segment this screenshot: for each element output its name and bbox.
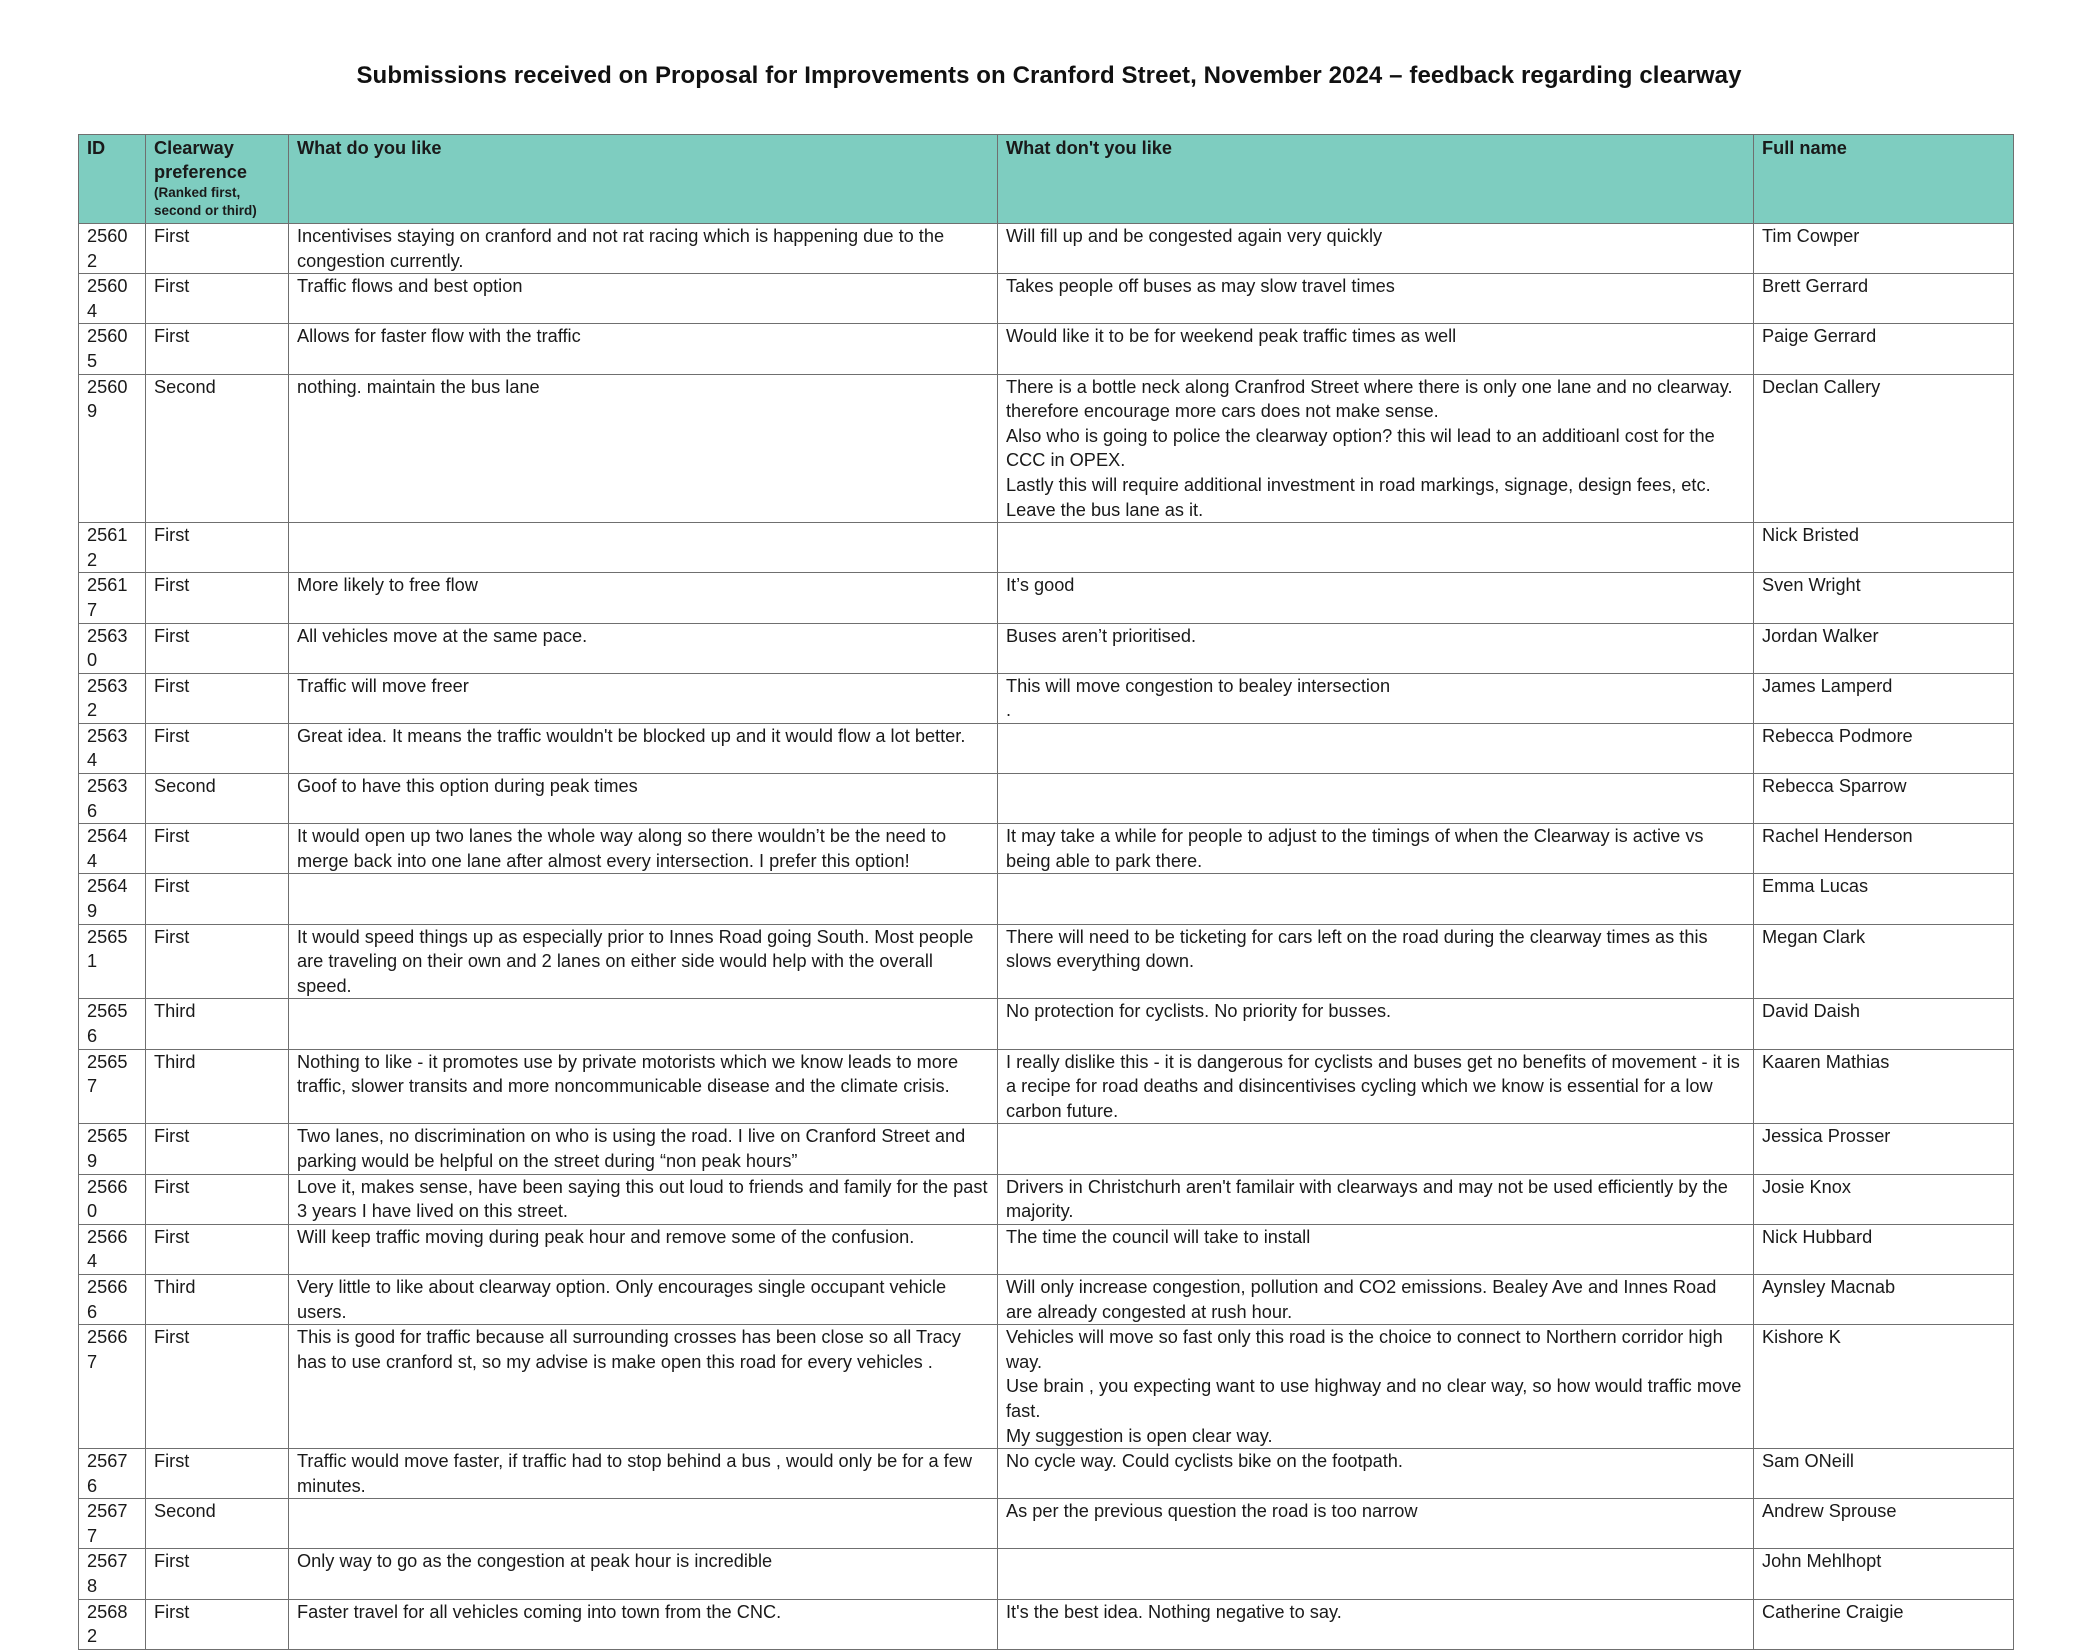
full-name-cell: Josie Knox [1754, 1174, 2014, 1224]
full-name-cell: Megan Clark [1754, 924, 2014, 999]
dislikes-cell: Drivers in Christchurh aren't familair with clearways and may not be used efficiently by the majority. [998, 1174, 1754, 1224]
submission-id-cell: 25666 [79, 1274, 146, 1324]
likes-cell: More likely to free flow [289, 573, 998, 623]
submission-id-cell: 25617 [79, 573, 146, 623]
table-row [79, 874, 2014, 924]
submission-id-cell: 25678 [79, 1549, 146, 1599]
table-row [79, 1599, 2014, 1649]
submission-id-cell: 25644 [79, 824, 146, 874]
submission-id-cell: 25604 [79, 274, 146, 324]
submission-id-cell: 25630 [79, 623, 146, 673]
dislikes-cell: Will only increase congestion, pollution and CO2 emissions. Bealey Ave and Innes Road are already congested at rush hour. [998, 1274, 1754, 1324]
likes-cell: Great idea. It means the traffic wouldn't be blocked up and it would flow a lot better. [289, 723, 998, 773]
clearway-preference-cell: Third [146, 999, 289, 1049]
submission-id-cell: 25656 [79, 999, 146, 1049]
table-row [79, 374, 2014, 523]
likes-cell: Two lanes, no discrimination on who is using the road. I live on Cranford Street and parking would be helpful on the street during “non peak hours” [289, 1124, 998, 1174]
page-title: Submissions received on Proposal for Improvements on Cranford Street, November 2024 – feedback regarding clearway [356, 62, 1742, 89]
table-row [79, 999, 2014, 1049]
table-row [79, 324, 2014, 374]
clearway-preference-cell: First [146, 224, 289, 274]
clearway-preference-cell: First [146, 573, 289, 623]
full-name-cell: Declan Callery [1754, 374, 2014, 523]
dislikes-cell: There will need to be ticketing for cars left on the road during the clearway times as this slows everything down. [998, 924, 1754, 999]
submission-id-cell: 25634 [79, 723, 146, 773]
ranking-note: (Ranked first, second or third) [154, 185, 257, 218]
full-name-cell: Jessica Prosser [1754, 1124, 2014, 1174]
submission-id-cell: 25605 [79, 324, 146, 374]
clearway-preference-cell: First [146, 274, 289, 324]
dislikes-cell: Vehicles will move so fast only this road is the choice to connect to Northern corridor high way. Use brain , you expecting want to use highway and no clear way, so how would traffic move fast. My suggestion is open clear way. [998, 1325, 1754, 1449]
full-name-cell: Nick Bristed [1754, 523, 2014, 573]
likes-cell [289, 999, 998, 1049]
full-name-cell: Aynsley Macnab [1754, 1274, 2014, 1324]
full-name-cell: Andrew Sprouse [1754, 1499, 2014, 1549]
clearway-preference-cell: First [146, 824, 289, 874]
column-header-dislikes: What don't you like [998, 135, 1754, 224]
table-row [79, 224, 2014, 274]
clearway-preference-cell: Second [146, 374, 289, 523]
likes-cell [289, 1499, 998, 1549]
likes-cell: nothing. maintain the bus lane [289, 374, 998, 523]
submission-id-cell: 25632 [79, 673, 146, 723]
dislikes-cell: Buses aren’t prioritised. [998, 623, 1754, 673]
table-row [79, 1174, 2014, 1224]
submission-id-cell: 25602 [79, 224, 146, 274]
submission-id-cell: 25664 [79, 1224, 146, 1274]
likes-cell [289, 874, 998, 924]
column-header-clearway-preference: Clearway preference (Ranked first, second or third) [146, 135, 289, 224]
full-name-cell: Sven Wright [1754, 573, 2014, 623]
full-name-cell: Sam ONeill [1754, 1449, 2014, 1499]
table-row [79, 924, 2014, 999]
clearway-preference-cell: First [146, 1124, 289, 1174]
table-body [79, 224, 2014, 1650]
full-name-cell: John Mehlhopt [1754, 1549, 2014, 1599]
likes-cell: Will keep traffic moving during peak hour and remove some of the confusion. [289, 1224, 998, 1274]
likes-cell: Only way to go as the congestion at peak hour is incredible [289, 1549, 998, 1599]
dislikes-cell: No cycle way. Could cyclists bike on the footpath. [998, 1449, 1754, 1499]
likes-cell: Nothing to like - it promotes use by private motorists which we know leads to more traffic, slower transits and more noncommunicable disease and the climate crisis. [289, 1049, 998, 1124]
submission-id-cell: 25667 [79, 1325, 146, 1449]
dislikes-cell [998, 523, 1754, 573]
likes-cell: Love it, makes sense, have been saying this out loud to friends and family for the past 3 years I have lived on this street. [289, 1174, 998, 1224]
table-row [79, 1049, 2014, 1124]
clearway-preference-cell: First [146, 723, 289, 773]
likes-cell: Very little to like about clearway option. Only encourages single occupant vehicle users. [289, 1274, 998, 1324]
clearway-preference-cell: First [146, 1599, 289, 1649]
full-name-cell: Nick Hubbard [1754, 1224, 2014, 1274]
likes-cell: Allows for faster flow with the traffic [289, 324, 998, 374]
likes-cell: This is good for traffic because all surrounding crosses has been close so all Tracy has to use cranford st, so my advise is make open this road for every vehicles . [289, 1325, 998, 1449]
dislikes-cell: As per the previous question the road is too narrow [998, 1499, 1754, 1549]
full-name-cell: Kishore K [1754, 1325, 2014, 1449]
table-row [79, 1499, 2014, 1549]
likes-cell: Traffic will move freer [289, 673, 998, 723]
clearway-preference-cell: First [146, 523, 289, 573]
full-name-cell: Kaaren Mathias [1754, 1049, 2014, 1124]
dislikes-cell [998, 723, 1754, 773]
submission-id-cell: 25612 [79, 523, 146, 573]
clearway-preference-cell: First [146, 1549, 289, 1599]
column-header-full-name: Full name [1754, 135, 2014, 224]
table-row [79, 1549, 2014, 1599]
clearway-preference-cell: First [146, 1449, 289, 1499]
likes-cell: Incentivises staying on cranford and not rat racing which is happening due to the congestion currently. [289, 224, 998, 274]
clearway-preference-cell: First [146, 623, 289, 673]
likes-cell: Goof to have this option during peak times [289, 774, 998, 824]
submission-id-cell: 25659 [79, 1124, 146, 1174]
clearway-preference-cell: First [146, 924, 289, 999]
dislikes-cell: Would like it to be for weekend peak traffic times as well [998, 324, 1754, 374]
full-name-cell: Rebecca Podmore [1754, 723, 2014, 773]
clearway-preference-cell: First [146, 324, 289, 374]
submission-id-cell: 25609 [79, 374, 146, 523]
table-row [79, 673, 2014, 723]
full-name-cell: Emma Lucas [1754, 874, 2014, 924]
clearway-preference-cell: First [146, 1174, 289, 1224]
submission-id-cell: 25636 [79, 774, 146, 824]
table-row [79, 1124, 2014, 1174]
column-header-likes: What do you like [289, 135, 998, 224]
table-row [79, 573, 2014, 623]
dislikes-cell: The time the council will take to install [998, 1224, 1754, 1274]
submission-id-cell: 25660 [79, 1174, 146, 1224]
full-name-cell: Paige Gerrard [1754, 324, 2014, 374]
dislikes-cell: It's the best idea. Nothing negative to say. [998, 1599, 1754, 1649]
submission-id-cell: 25651 [79, 924, 146, 999]
full-name-cell: David Daish [1754, 999, 2014, 1049]
feedback-table [78, 134, 2014, 1650]
submission-id-cell: 25677 [79, 1499, 146, 1549]
dislikes-cell: Takes people off buses as may slow travel times [998, 274, 1754, 324]
clearway-preference-cell: First [146, 874, 289, 924]
clearway-preference-cell: Second [146, 774, 289, 824]
clearway-preference-cell: Third [146, 1049, 289, 1124]
table-header-row [79, 135, 2014, 224]
submission-id-cell: 25682 [79, 1599, 146, 1649]
likes-cell: It would open up two lanes the whole way along so there wouldn’t be the need to merge back into one lane after almost every intersection. I prefer this option! [289, 824, 998, 874]
likes-cell: Traffic would move faster, if traffic had to stop behind a bus , would only be for a few minutes. [289, 1449, 998, 1499]
likes-cell: All vehicles move at the same pace. [289, 623, 998, 673]
submission-id-cell: 25649 [79, 874, 146, 924]
full-name-cell: Rachel Henderson [1754, 824, 2014, 874]
table-row [79, 1449, 2014, 1499]
dislikes-cell [998, 874, 1754, 924]
table-row [79, 824, 2014, 874]
dislikes-cell: I really dislike this - it is dangerous for cyclists and buses get no benefits of movement - it is a recipe for road deaths and disincentivises cycling which we know is essential for a low carbon future. [998, 1049, 1754, 1124]
table-row [79, 623, 2014, 673]
table-row [79, 274, 2014, 324]
likes-cell: It would speed things up as especially prior to Innes Road going South. Most people are traveling on their own and 2 lanes on either side would help with the overall speed. [289, 924, 998, 999]
dislikes-cell [998, 1124, 1754, 1174]
full-name-cell: Brett Gerrard [1754, 274, 2014, 324]
clearway-preference-cell: First [146, 673, 289, 723]
dislikes-cell: It may take a while for people to adjust to the timings of when the Clearway is active vs being able to park there. [998, 824, 1754, 874]
dislikes-cell [998, 1549, 1754, 1599]
dislikes-cell: Will fill up and be congested again very quickly [998, 224, 1754, 274]
dislikes-cell: This will move congestion to bealey intersection . [998, 673, 1754, 723]
table-row [79, 523, 2014, 573]
likes-cell: Traffic flows and best option [289, 274, 998, 324]
table-row [79, 1274, 2014, 1324]
full-name-cell: Rebecca Sparrow [1754, 774, 2014, 824]
submission-id-cell: 25676 [79, 1449, 146, 1499]
full-name-cell: Jordan Walker [1754, 623, 2014, 673]
clearway-preference-cell: First [146, 1325, 289, 1449]
full-name-cell: Catherine Craigie [1754, 1599, 2014, 1649]
full-name-cell: Tim Cowper [1754, 224, 2014, 274]
table-row [79, 1325, 2014, 1449]
column-header-id: ID [79, 135, 146, 224]
submission-id-cell: 25657 [79, 1049, 146, 1124]
table-row [79, 723, 2014, 773]
table-row [79, 1224, 2014, 1274]
dislikes-cell: No protection for cyclists. No priority for busses. [998, 999, 1754, 1049]
table-row [79, 774, 2014, 824]
clearway-preference-cell: Third [146, 1274, 289, 1324]
clearway-preference-cell: Second [146, 1499, 289, 1549]
clearway-preference-cell: First [146, 1224, 289, 1274]
likes-cell: Faster travel for all vehicles coming into town from the CNC. [289, 1599, 998, 1649]
dislikes-cell [998, 774, 1754, 824]
dislikes-cell: It’s good [998, 573, 1754, 623]
likes-cell [289, 523, 998, 573]
dislikes-cell: There is a bottle neck along Cranfrod Street where there is only one lane and no clearway. therefore encourage more cars does not make sense. Also who is going to police the clearway option? this wil lead to an additioanl cost for the CCC in OPEX. Lastly this will require additional investment in road markings, signage, design fees, etc. Leave the bus lane as it. [998, 374, 1754, 523]
full-name-cell: James Lamperd [1754, 673, 2014, 723]
